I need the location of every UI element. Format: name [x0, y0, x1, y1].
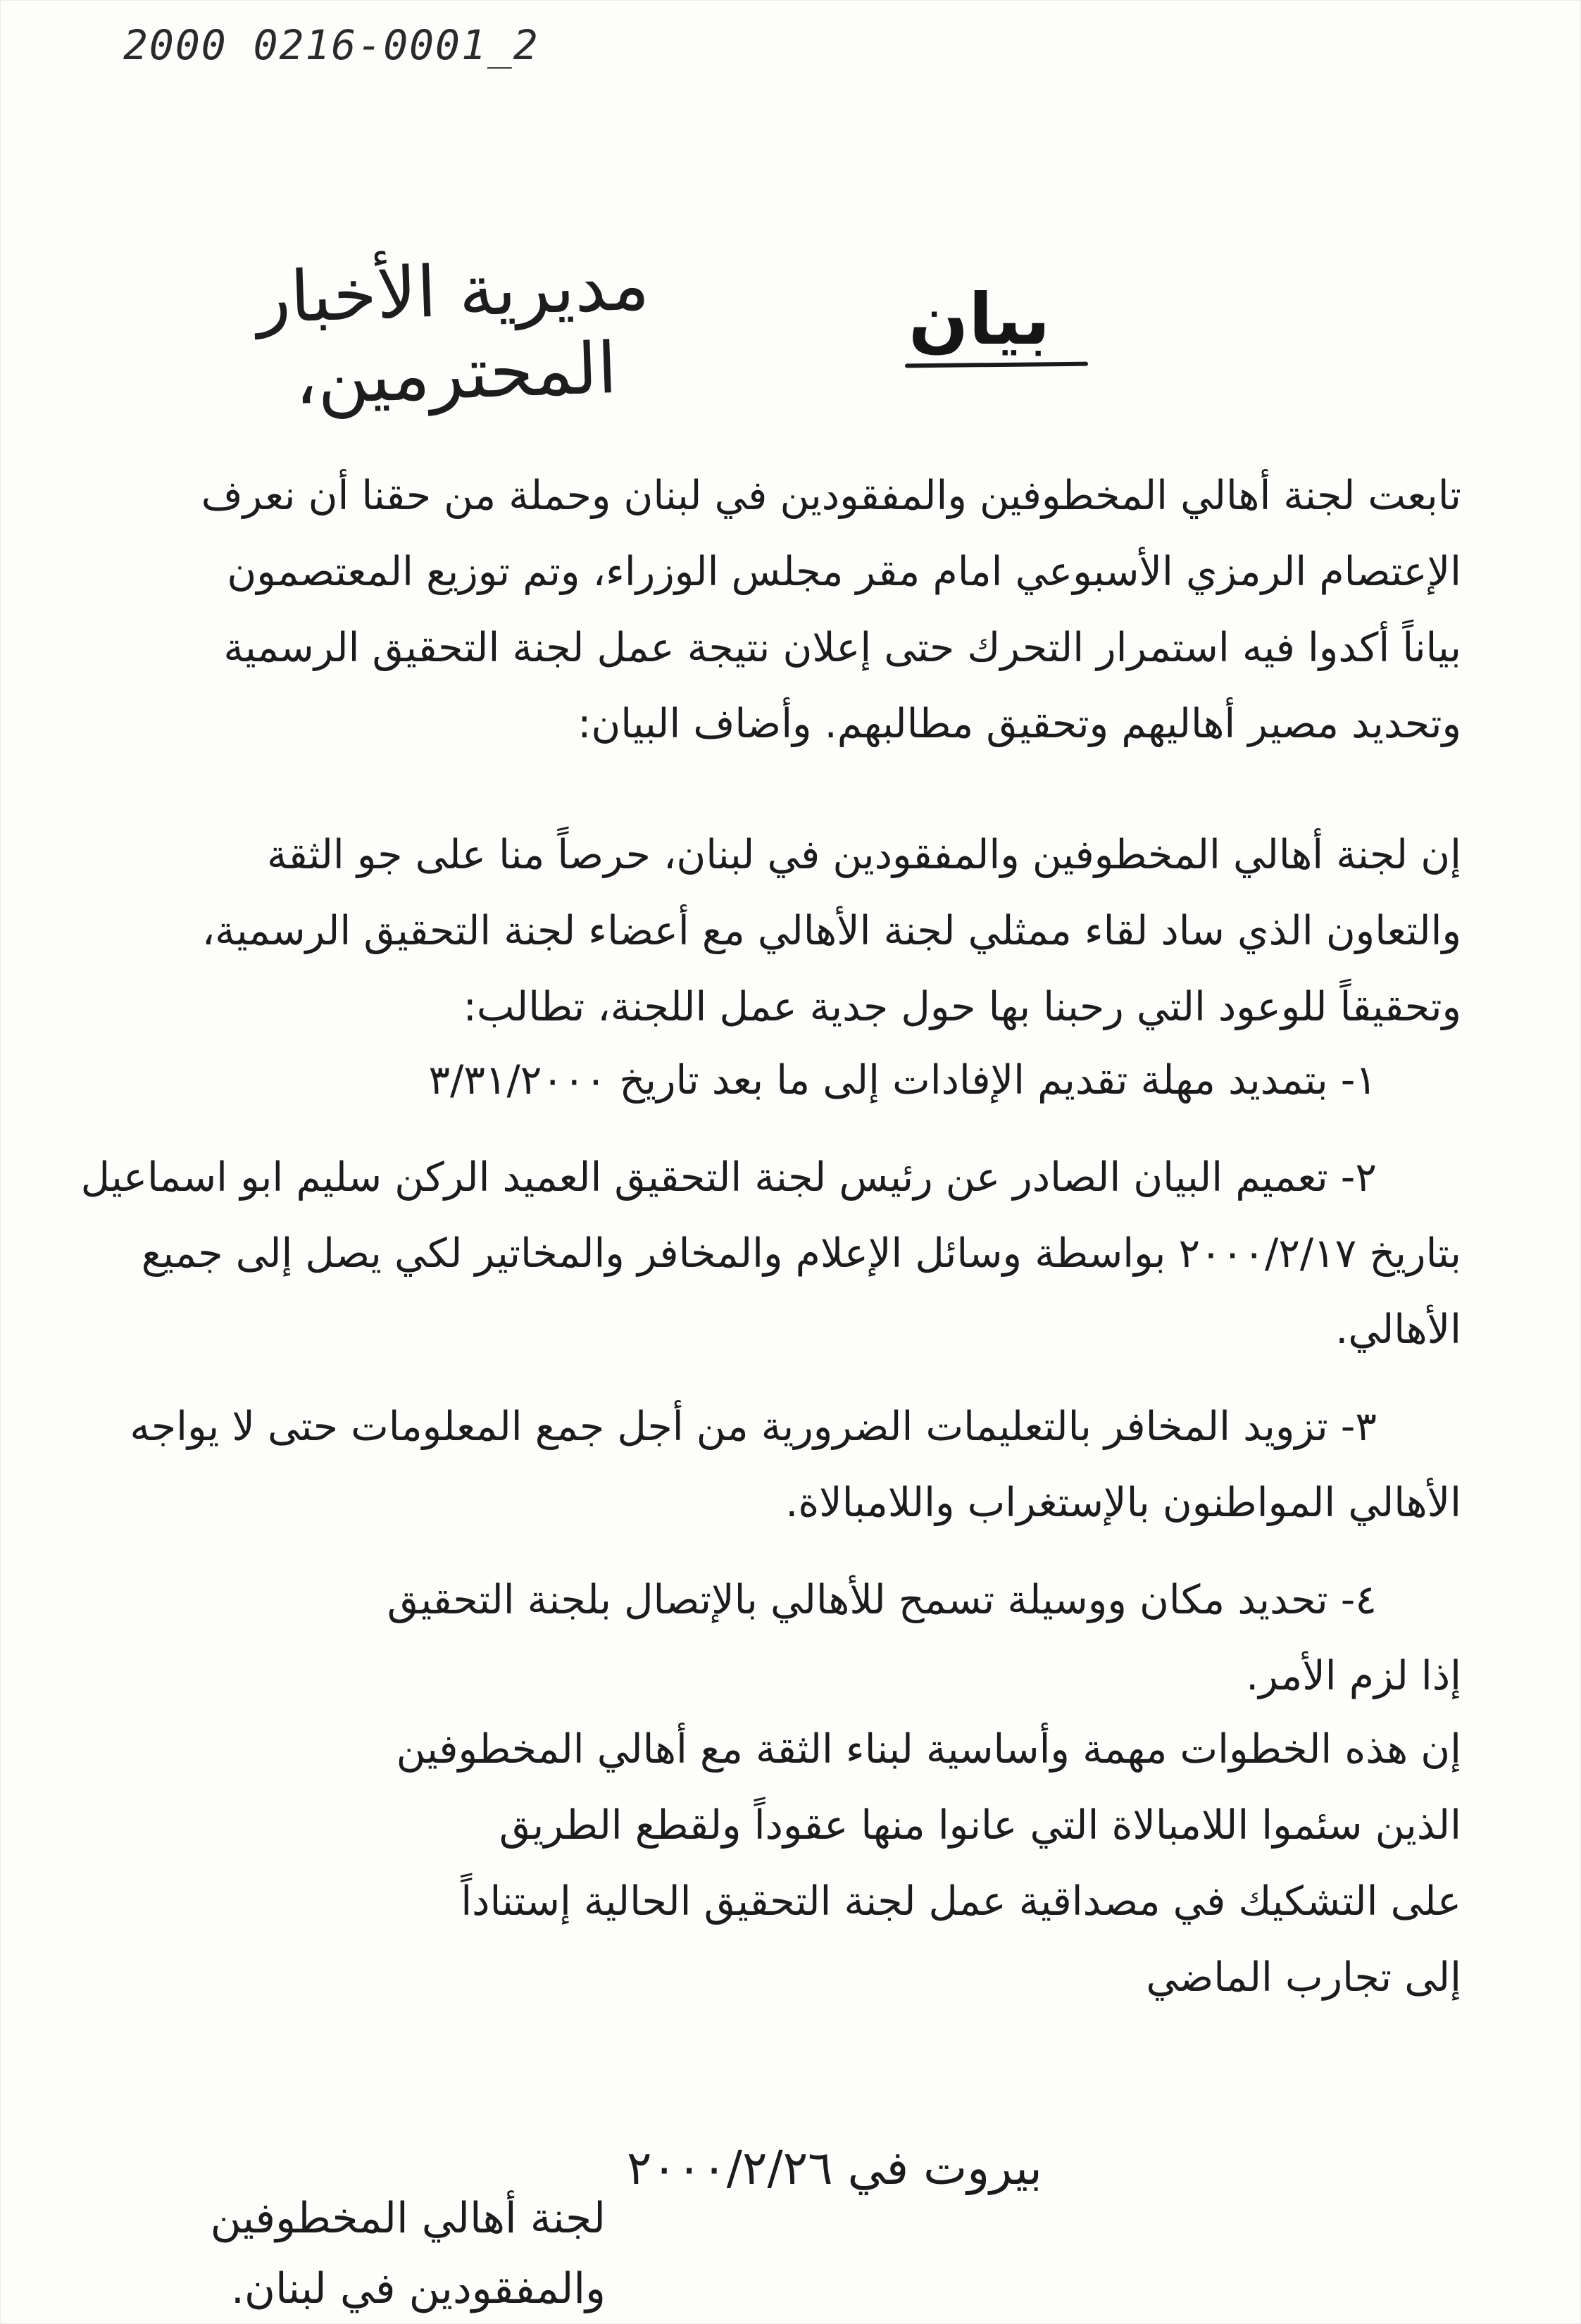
demand-line: الأهالي المواطنون بالإستغراب واللامبالاة.: [785, 1480, 1461, 1526]
reference-number: 2000 0216-0001_2: [123, 21, 539, 69]
document-title: بيان: [908, 278, 1051, 361]
intro-line: الإعتصام الرمزي الأسبوعي امام مقر مجلس الوزراء، وتم توزيع المعتصمون: [227, 549, 1461, 595]
intro-paragraph: [81, 458, 1461, 762]
demand-line: بتاريخ ٢٠٠٠/٢/١٧ بواسطة وسائل الإعلام والمخافر والمخاتير لكي يصل إلى جميع: [141, 1230, 1461, 1277]
body-line: إن لجنة أهالي المخطوفين والمفقودين في لبنان، حرصاً منا على جو الثقة: [266, 832, 1461, 878]
demand-line: إذا لزم الأمر.: [1246, 1653, 1461, 1699]
recipient-line: مديرية الأخبار المحترمين،: [255, 243, 651, 420]
closing-line: إن هذه الخطوات مهمة وأساسية لبناء الثقة مع أهالي المخطوفين: [396, 1726, 1461, 1773]
closing-line: إلى تجارب الماضي: [1146, 1954, 1461, 2001]
demand-item-2: [81, 1139, 1461, 1368]
demand-line: الأهالي.: [1335, 1306, 1461, 1353]
demands-list: [81, 1042, 1461, 1735]
closing-paragraph: [81, 1711, 1461, 2016]
demand-item-4: [81, 1562, 1461, 1714]
demand-line: ٣- تزويد المخافر بالتعليمات الضرورية من أجل جمع المعلومات حتى لا يواجه: [130, 1404, 1377, 1450]
demand-line: ٤- تحديد مكان ووسيلة تسمح للأهالي بالإتصال بلجنة التحقيق: [387, 1577, 1377, 1623]
body-paragraph: [81, 817, 1461, 1045]
date-place: بيروت في ٢٠٠٠/٢/٢٦: [627, 2141, 1042, 2195]
demand-line: ١- بتمديد مهلة تقديم الإفادات إلى ما بعد تاريخ ٣/٣١/٢٠٠٠: [428, 1057, 1377, 1104]
closing-line: على التشكيك في مصداقية عمل لجنة التحقيق الحالية إستناداً: [461, 1878, 1461, 1925]
demand-item-3: [81, 1389, 1461, 1541]
intro-line: بياناً أكدوا فيه استمرار التحرك حتى إعلان نتيجة عمل لجنة التحقيق الرسمية: [223, 625, 1461, 671]
demand-line: ٢- تعميم البيان الصادر عن رئيس لجنة التحقيق العميد الركن سليم ابو اسماعيل: [80, 1154, 1377, 1201]
intro-line: وتحديد مصير أهاليهم وتحقيق مطالبهم. وأضاف البيان:: [577, 701, 1461, 747]
signature-line: والمفقودين في لبنان.: [230, 2264, 606, 2313]
intro-line: تابعت لجنة أهالي المخطوفين والمفقودين في لبنان وحملة من حقنا أن نعرف: [201, 473, 1461, 519]
signature-block: [113, 2183, 606, 2324]
body-line: وتحقيقاً للوعود التي رحبنا بها حول جدية عمل اللجنة، تطالب:: [463, 984, 1461, 1030]
signature-line: لجنة أهالي المخطوفين: [210, 2194, 606, 2243]
demand-item-1: [81, 1042, 1461, 1118]
title-underline: [905, 362, 1088, 368]
closing-line: الذين سئموا اللامبالاة التي عانوا منها عقوداً ولقطع الطريق: [499, 1802, 1461, 1849]
body-line: والتعاون الذي ساد لقاء ممثلي لجنة الأهالي مع أعضاء لجنة التحقيق الرسمية،: [201, 908, 1461, 954]
